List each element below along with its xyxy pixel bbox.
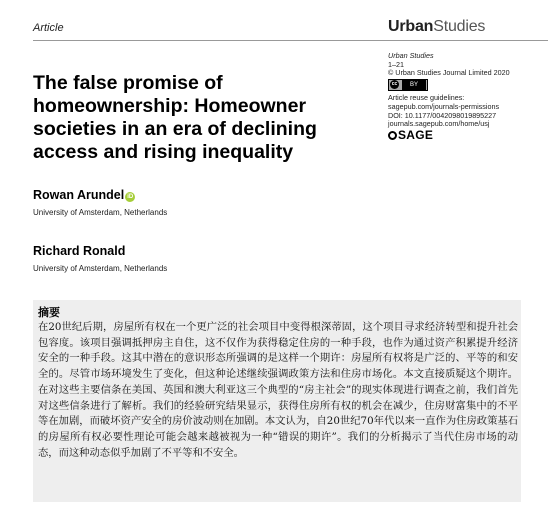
cc-license-icon[interactable]: [388, 79, 428, 91]
author-name-1: [33, 188, 135, 202]
abstract-block: [33, 300, 521, 502]
article-meta: [388, 52, 553, 140]
cc-badge-right: BY: [402, 80, 426, 90]
meta-journal-link[interactable]: journals.sagepub.com/home/usj: [388, 119, 490, 129]
author-affiliation-1: University of Amsterdam, Netherlands: [33, 208, 168, 217]
journal-logo: [388, 18, 485, 36]
article-type-label: Article: [33, 22, 64, 34]
sage-ring-icon: [388, 131, 397, 140]
author-1-name: Rowan Arundel: [33, 188, 125, 202]
meta-doi[interactable]: DOI: 10.1177/0042098019895227: [388, 110, 497, 120]
abstract-heading: 摘要: [38, 307, 60, 319]
author-name-2: Richard Ronald: [33, 244, 126, 258]
article-title: The false promise of homeownership: Homeowner societies in an era of declining access and rising inequality: [33, 72, 317, 163]
sage-logo: [388, 127, 553, 142]
sage-logo-text: SAGE: [398, 127, 434, 142]
header-rule: [33, 40, 548, 41]
meta-journal-name: Urban Studies: [388, 51, 434, 60]
author-affiliation-2: University of Amsterdam, Netherlands: [33, 264, 168, 273]
meta-reuse-link[interactable]: sagepub.com/journals-permissions: [388, 101, 500, 111]
meta-pages: 1–21: [388, 59, 404, 69]
abstract-text: 在20世纪后期，房屋所有权在一个更广泛的社会项目中变得根深蒂固，这个项目寻求经济转型和提升社会包容度。该项目强调抵押房主自住，这不仅作为获得稳定住房的一种手段，也作为通过资产积累提升经济安全的一种手段。这其中潜在的意识形态所强调的是这样一个期许：房屋所有权将是广泛的、平等的和安全的。尽管市场环境发生了变化，但这种论述继续强调政策方法和住房市场化。本文直接质疑这个期许。在对这些主要信条在美国、英国和澳大利亚这三个典型的“房主社会”的现实体现进行调查之前，我们首先对这些信条进行了解析。我们的经验研究结果显示，获得住房所有权的机会在减少，住房财富集中的不平等在加剧，而破坏资产安全的房价波动则在加剧。本文认为，自20世纪70年代以来一直作为住房政策基石的房屋所有权必要性理论可能会越来越被视为一种“错误的期许”。我们的分析揭示了当代住房市场的动态，而这种动态似乎加剧了不平等和不安全。: [38, 321, 518, 459]
meta-copyright: © Urban Studies Journal Limited 2020: [388, 68, 510, 78]
cc-badge-left: cc: [391, 80, 398, 87]
journal-logo-light: Studies: [433, 18, 486, 35]
journal-logo-bold: Urban: [388, 18, 434, 35]
orcid-icon[interactable]: iD: [127, 194, 134, 200]
meta-reuse-label: Article reuse guidelines:: [388, 93, 465, 103]
